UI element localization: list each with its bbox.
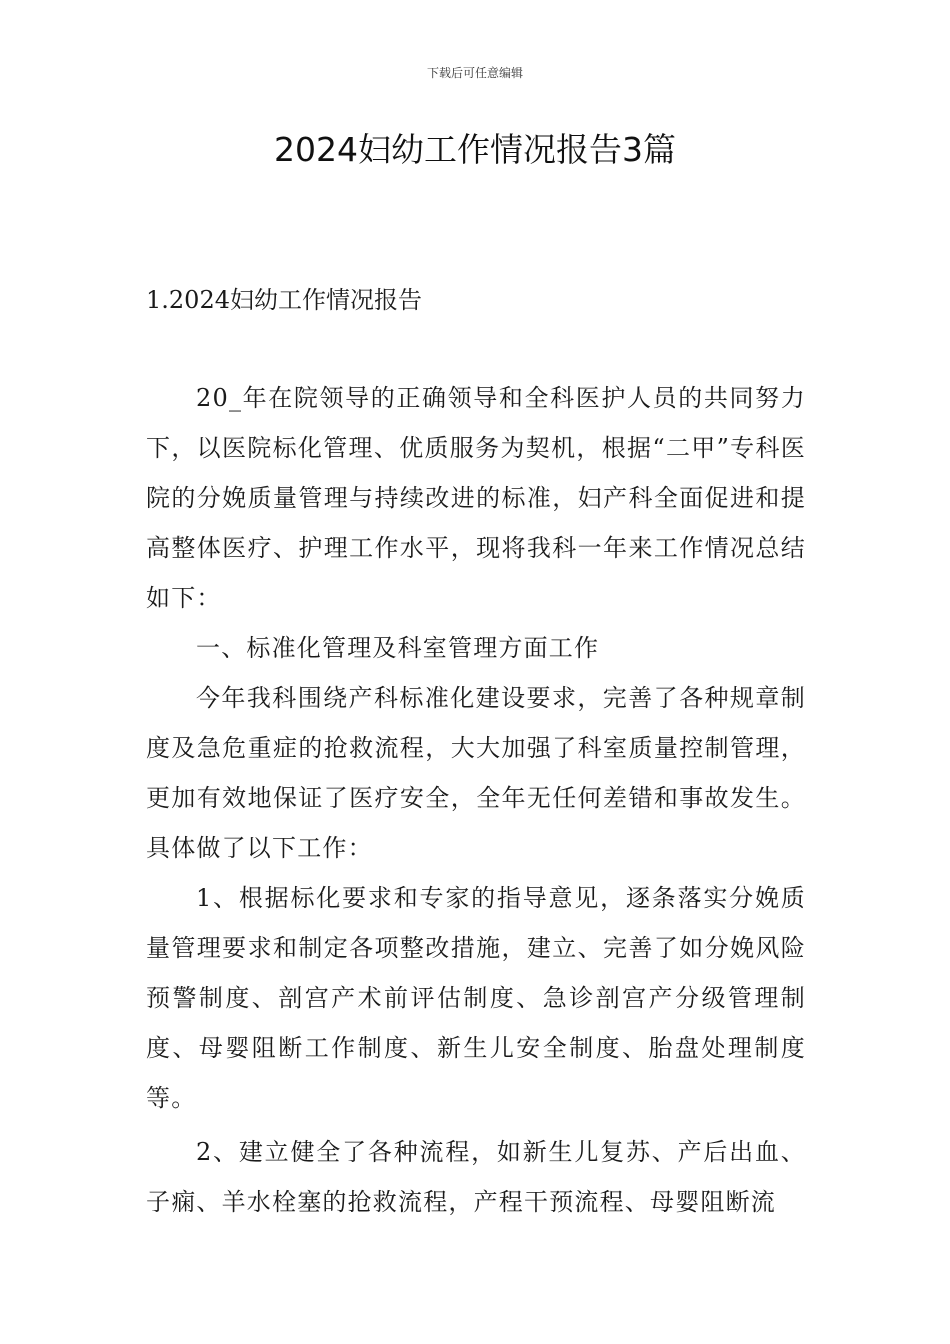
paragraph-intro: 20_年在院领导的正确领导和全科医护人员的共同努力下，以医院标化管理、优质服务为契机，根据“二甲”专科医院的分娩质量管理与持续改进的标准，妇产科全面促进和提高整体医疗、护理工作水平，现将我科一年来工作情况总结如下： bbox=[146, 384, 806, 612]
paragraph-standardization: 今年我科围绕产科标准化建设要求，完善了各种规章制度及急危重症的抢救流程，大大加强了科室质量控制管理，更加有效地保证了医疗安全，全年无任何差错和事故发生。具体做了以下工作： bbox=[146, 684, 806, 862]
section-title: 1.2024妇幼工作情况报告 bbox=[146, 286, 422, 314]
paragraph-item-1: 1、根据标化要求和专家的指导意见，逐条落实分娩质量管理要求和制定各项整改措施，建立、完善了如分娩风险预警制度、剖宫产术前评估制度、急诊剖宫产分级管理制度、母婴阻断工作制度、新生儿安全制度、胎盘处理制度等。 bbox=[146, 884, 806, 1112]
paragraph-item-2: 2、建立健全了各种流程，如新生儿复苏、产后出血、子痫、羊水栓塞的抢救流程，产程干预流程、母婴阻断流 bbox=[146, 1138, 806, 1216]
header-note: 下载后可任意编辑 bbox=[426, 66, 523, 80]
document-body bbox=[146, 373, 806, 1227]
document-title: 2024妇幼工作情况报告3篇 bbox=[274, 130, 676, 169]
paragraph-heading-standardization: 一、标准化管理及科室管理方面工作 bbox=[196, 634, 600, 662]
